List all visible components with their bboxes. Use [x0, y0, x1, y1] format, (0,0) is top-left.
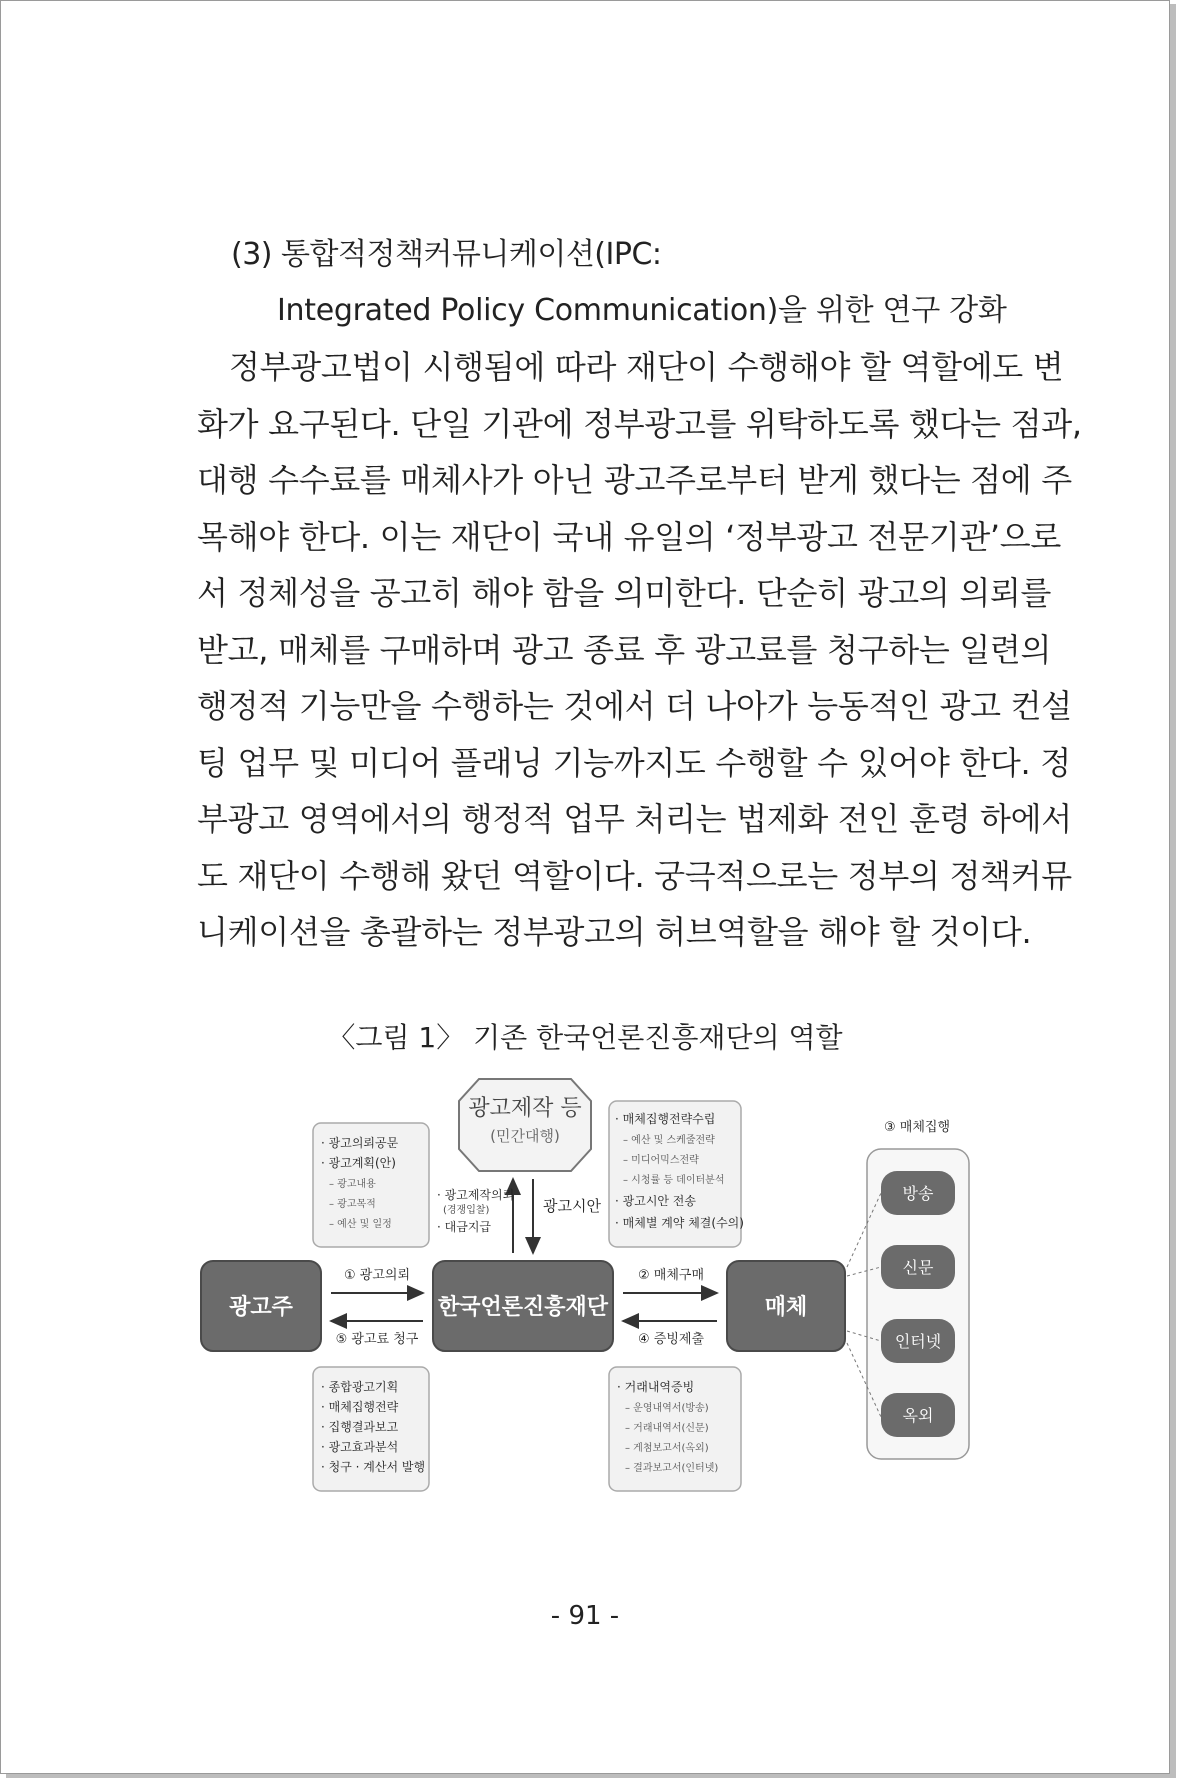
billing-label: ⑤ 광고료 청구 [335, 1332, 419, 1347]
svg-text:한국언론진흥재단: 한국언론진흥재단 [437, 1295, 609, 1320]
svg-text:· 종합광고기획: · 종합광고기획 [321, 1380, 399, 1394]
body-line: 받고, 매체를 구매하며 광고 종료 후 광고료를 청구하는 일련의 [197, 630, 1052, 669]
svg-text:– 거래내역서(신문): – 거래내역서(신문) [625, 1423, 709, 1434]
channel-newspaper [881, 1245, 955, 1289]
body-line: 정부광고법이 시행됨에 따라 재단이 수행해야 할 역할에도 변 [229, 348, 1064, 386]
svg-text:– 예산 및 스케줄전략: – 예산 및 스케줄전략 [623, 1135, 715, 1146]
body-line: 대행 수수료를 매체사가 아닌 광고주로부터 받게 했다는 점에 주 [197, 461, 1072, 499]
body-line: 도 재단이 수행해 왔던 역할이다. 궁극적으로는 정부의 정책커뮤 [197, 856, 1072, 895]
section-heading-line2: Integrated Policy Communication)을 위한 연구 강화 [277, 293, 1007, 328]
section-heading-line1: (3) 통합적정책커뮤니케이션(IPC: [231, 237, 662, 272]
svg-text:– 미디어믹스전략: – 미디어믹스전략 [623, 1155, 699, 1166]
foundation-to-production-2: (경쟁입찰) [443, 1205, 490, 1216]
preview-label: 광고시안 [543, 1197, 601, 1215]
svg-text:· 매체집행전략: · 매체집행전략 [321, 1400, 399, 1414]
svg-text:– 광고내용: – 광고내용 [329, 1179, 376, 1190]
role-diagram [1, 1071, 1169, 1521]
evidence-docs [609, 1367, 741, 1491]
channel-broadcast [881, 1171, 955, 1215]
svg-text:– 운영내역서(방송): – 운영내역서(방송) [625, 1403, 709, 1414]
svg-text:– 시청률 등 데이터분석: – 시청률 등 데이터분석 [623, 1175, 725, 1186]
body-line: 니케이션을 총괄하는 정부광고의 허브역할을 해야 할 것이다. [197, 913, 1032, 951]
svg-text:매체: 매체 [764, 1295, 808, 1320]
execution-title: ③ 매체집행 [883, 1120, 951, 1135]
figure-caption: 〈그림 1〉 기존 한국언론진흥재단의 역할 [327, 1021, 843, 1054]
media-plan-docs [609, 1101, 744, 1247]
svg-text:인터넷: 인터넷 [894, 1332, 942, 1351]
svg-text:· 매체집행전략수립: · 매체집행전략수립 [615, 1112, 716, 1126]
production-title: 광고제작 등 [468, 1096, 582, 1121]
foundation-to-production-1: · 광고제작의뢰 [437, 1188, 515, 1202]
production-subtitle: (민간대행) [490, 1127, 560, 1145]
svg-text:· 광고의뢰공문: · 광고의뢰공문 [321, 1136, 399, 1150]
svg-text:· 광고계획(안): · 광고계획(안) [321, 1156, 396, 1170]
body-line: 팅 업무 및 미디어 플래닝 기능까지도 수행할 수 있어야 한다. 정 [197, 743, 1071, 782]
svg-text:방송: 방송 [902, 1184, 934, 1203]
svg-text:· 청구 · 계산서 발행: · 청구 · 계산서 발행 [321, 1460, 426, 1474]
media-node [727, 1261, 845, 1351]
channel-outdoor [881, 1393, 955, 1437]
svg-text:– 예산 및 일정: – 예산 및 일정 [329, 1219, 392, 1230]
svg-text:· 광고시안 전송: · 광고시안 전송 [615, 1194, 696, 1208]
advertiser-docs-bottom [313, 1367, 429, 1491]
svg-text:· 매체별 계약 체결(수의): · 매체별 계약 체결(수의) [615, 1216, 744, 1230]
body-line: 화가 요구된다. 단일 기관에 정부광고를 위탁하도록 했다는 점과, [197, 404, 1082, 443]
svg-text:광고주: 광고주 [229, 1295, 293, 1320]
channel-internet [881, 1319, 955, 1363]
svg-text:– 결과보고서(인터넷): – 결과보고서(인터넷) [625, 1463, 719, 1474]
svg-text:· 거래내역증빙: · 거래내역증빙 [617, 1380, 695, 1394]
advertiser-docs-top [313, 1123, 429, 1247]
purchase-label: ② 매체구매 [637, 1268, 705, 1283]
evidence-label: ④ 증빙제출 [637, 1332, 705, 1347]
body-line: 부광고 영역에서의 행정적 업무 처리는 법제화 전인 훈령 하에서 [197, 800, 1072, 838]
body-line: 목해야 한다. 이는 재단이 국내 유일의 ‘정부광고 전문기관’으로 [197, 517, 1062, 556]
svg-text:· 집행결과보고: · 집행결과보고 [321, 1420, 399, 1434]
svg-text:– 광고목적: – 광고목적 [329, 1199, 376, 1210]
production-node [459, 1079, 591, 1171]
foundation-to-production-3: · 대금지급 [437, 1220, 491, 1234]
svg-text:– 게첨보고서(옥외): – 게첨보고서(옥외) [625, 1443, 709, 1454]
body-paragraph [197, 339, 1082, 961]
foundation-node [433, 1261, 613, 1351]
svg-text:옥외: 옥외 [902, 1406, 934, 1425]
body-line: 서 정체성을 공고히 해야 함을 의미한다. 단순히 광고의 의뢰를 [197, 574, 1052, 612]
advertiser-node [201, 1261, 321, 1351]
body-line: 행정적 기능만을 수행하는 것에서 더 나아가 능동적인 광고 컨설 [197, 687, 1072, 725]
svg-text:신문: 신문 [902, 1258, 934, 1277]
request-label: ① 광고의뢰 [343, 1268, 411, 1283]
page-number: - 91 - [550, 1601, 620, 1631]
svg-text:· 광고효과분석: · 광고효과분석 [321, 1440, 399, 1454]
